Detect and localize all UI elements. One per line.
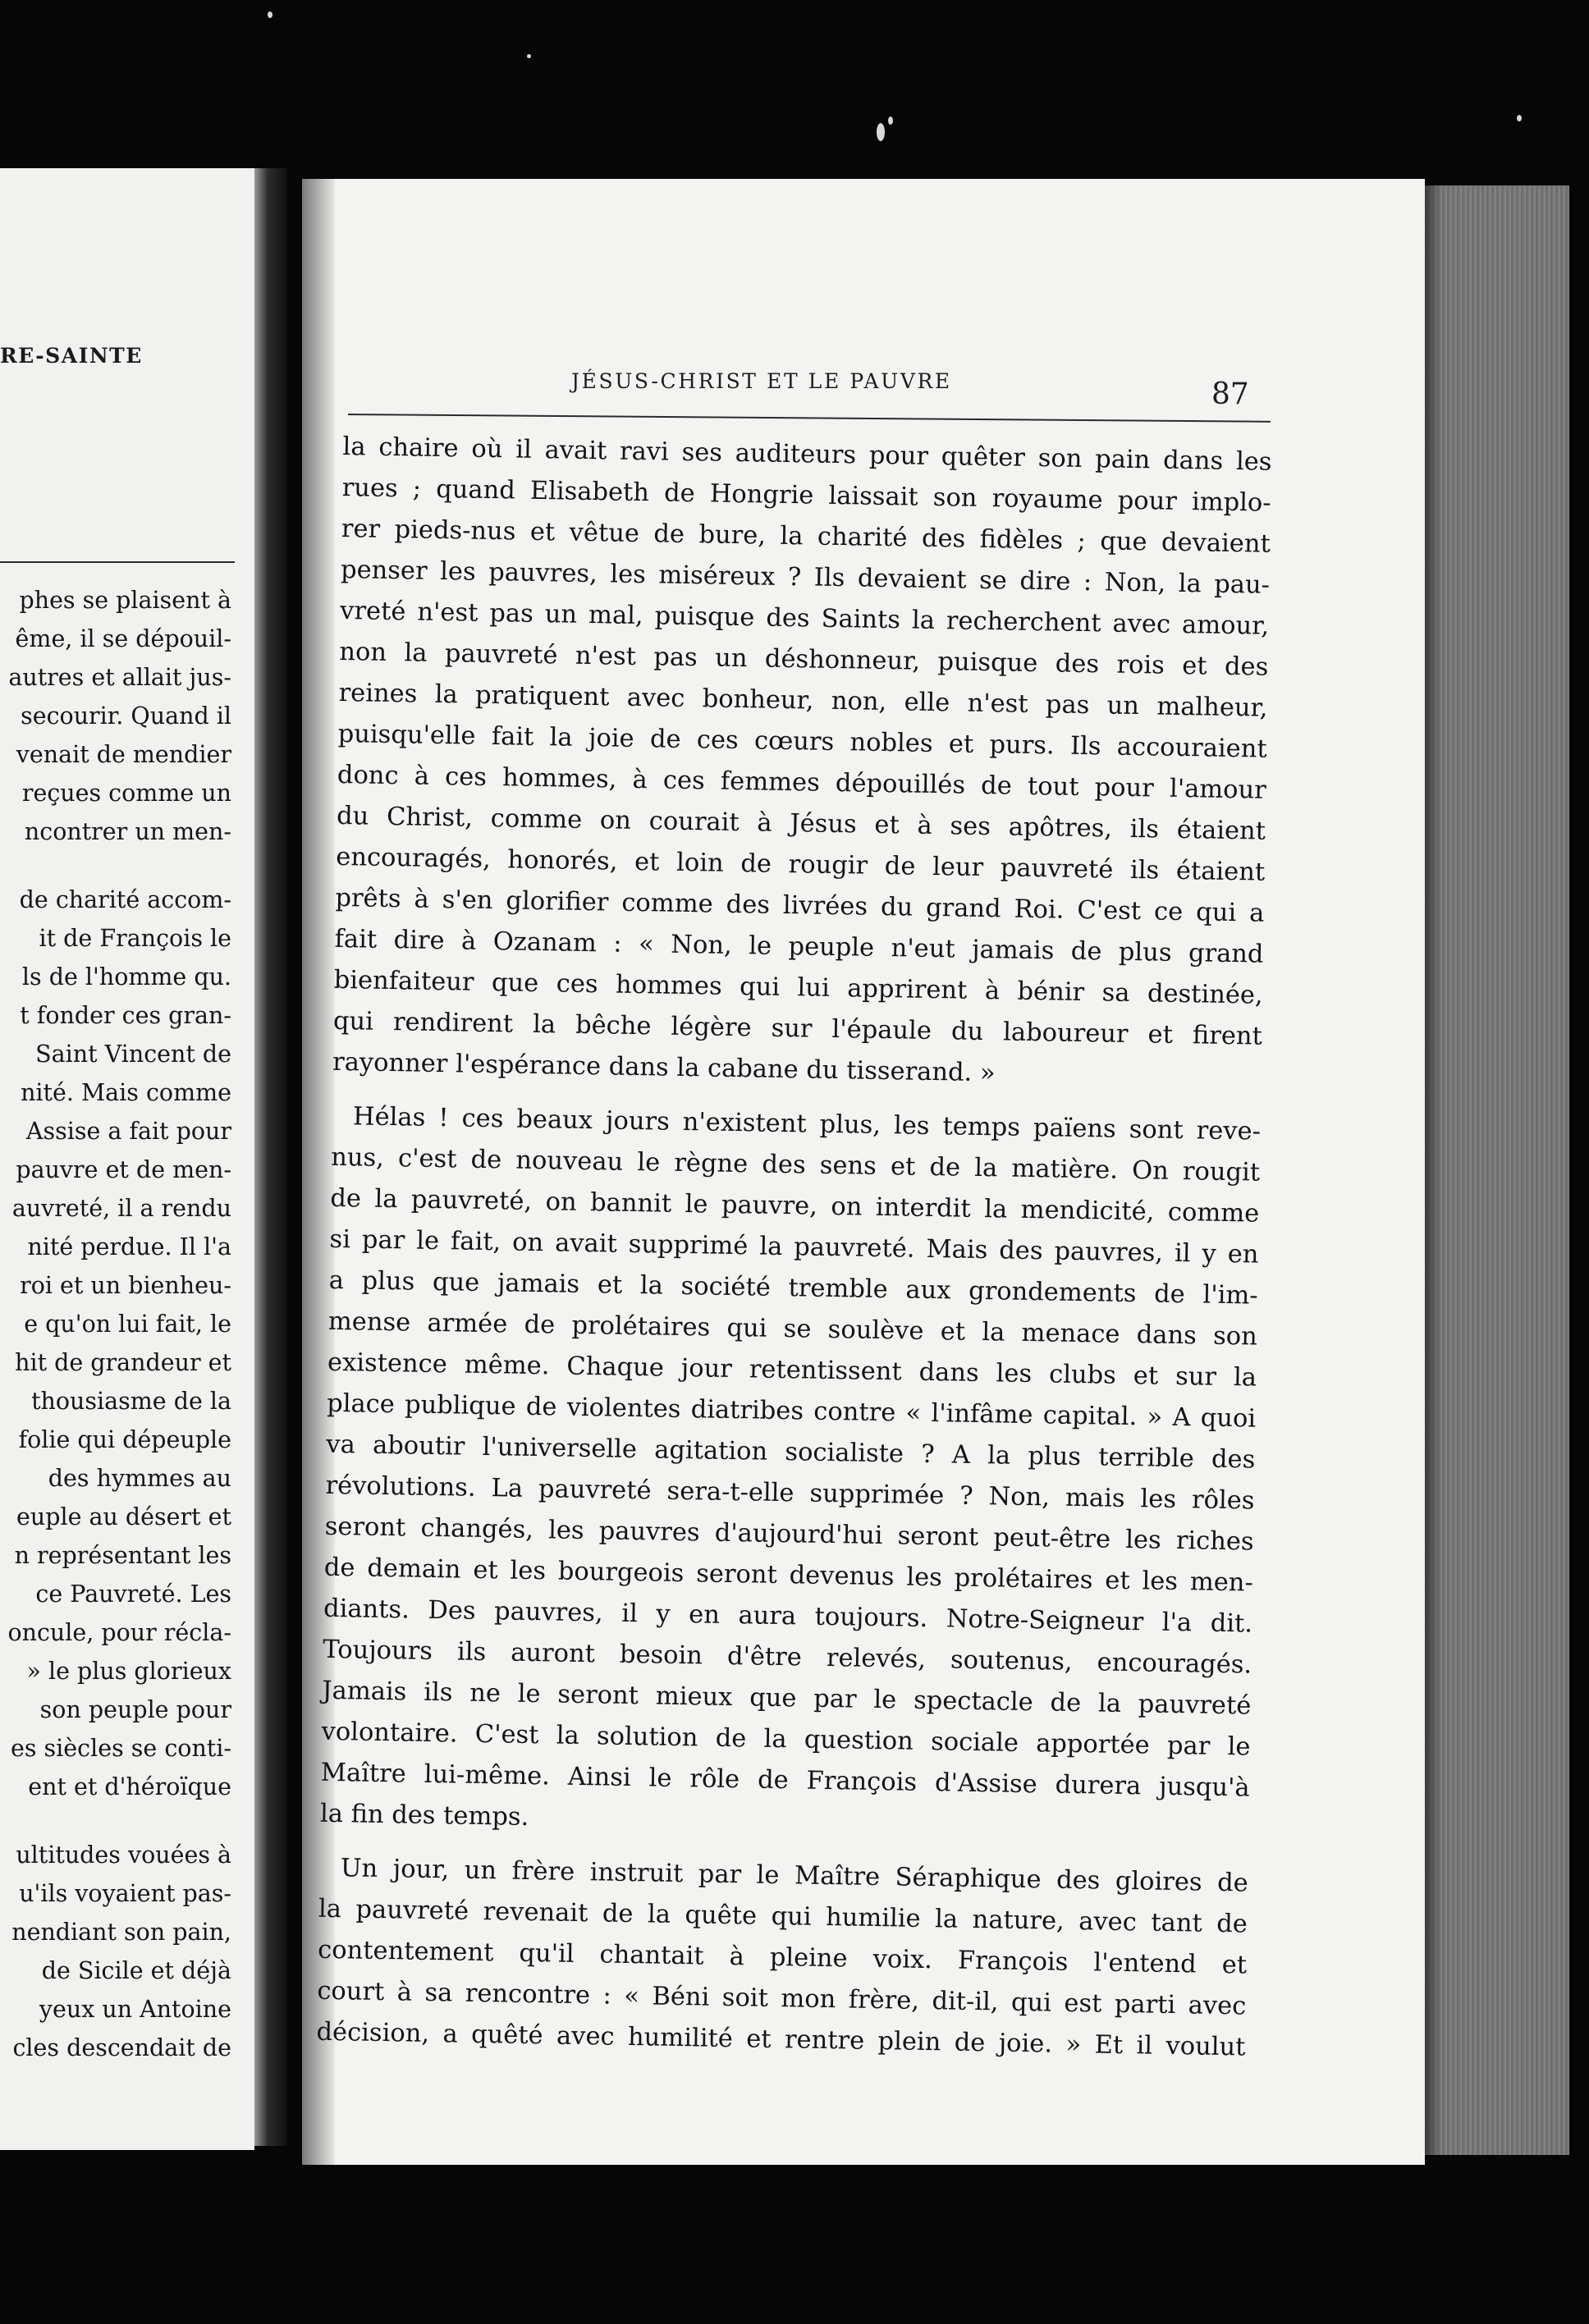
left-text-line: pauvre et de men- [16,1156,231,1183]
right-page [302,179,1425,2165]
text-line: vreté n'est pas un mal, puisque des Saints la recherchent avec amour, [339,596,1270,641]
left-text-line: e qu'on lui fait, le [24,1311,231,1338]
dust-speck [1517,115,1522,121]
left-text-line: it de François le [39,925,231,952]
text-line: contentement qu'il chantait à pleine voix. François l'entend et [317,1935,1248,1980]
left-text-line: ême, il se dépouil- [15,625,231,652]
text-line: court à sa rencontre : « Béni soit mon frère, dit-il, qui est parti avec [317,1976,1247,2021]
dust-speck [888,117,893,125]
text-line: si par le fait, on avait supprimé la pauvreté. Mais des pauvres, il y en [329,1224,1259,1270]
text-line: la pauvreté revenait de la quête qui humilie la nature, avec tant de [318,1894,1248,1939]
text-line: de demain et les bourgeois seront devenus les prolétaires et les men- [323,1553,1254,1598]
text-line: a plus que jamais et la société tremble aux grondements de l'im- [328,1265,1258,1311]
text-line: nus, c'est de nouveau le règne des sens et de la matière. On rougit [330,1142,1261,1187]
text-line: la chaire où il avait ravi ses auditeurs pour quêter son pain dans les [342,432,1272,477]
text-line: du Christ, comme on courait à Jésus et à ses apôtres, ils étaient [336,801,1266,846]
left-text-line: hit de grandeur et [15,1349,231,1376]
left-text-line: » le plus glorieux [26,1658,231,1685]
left-text-line: nendiant son pain, [11,1919,231,1946]
paragraph [332,427,1272,1099]
left-text-line: venait de mendier [16,741,231,768]
text-line: penser les pauvres, les miséreux ? Ils devaient se dire : Non, la pau- [340,555,1271,600]
left-text-line: phes se plaisent à [19,587,231,614]
text-line: place publique de violentes diatribes contre « l'infâme capital. » A quoi [326,1388,1257,1434]
left-text-line: folie qui dépeuple [18,1426,231,1453]
left-text-line: nité. Mais comme [21,1079,231,1106]
page-block-edge [1425,185,1569,2155]
text-line: fait dire à Ozanam : « Non, le peuple n'eut jamais de plus grand [334,924,1264,969]
dust-speck [527,54,531,58]
left-text-line: auvreté, il a rendu [11,1195,231,1222]
paragraph [320,1096,1262,1851]
text-line: décision, a quêté avec humilité et rentre plein de joie. » Et il voulut [316,2017,1246,2062]
left-text-line: autres et allait jus- [8,664,231,691]
left-text-line: Assise a fait pour [25,1118,231,1145]
text-line: donc à ces hommes, à ces femmes dépouillés de tout pour l'amour [337,760,1267,805]
left-running-head: RE-SAINTE [0,344,143,368]
left-text-line: ls de l'homme qu. [21,963,231,990]
text-line: va aboutir l'universelle agitation socialiste ? A la plus terrible des [326,1430,1256,1475]
text-line: rer pieds-nus et vêtue de bure, la charité des fidèles ; que devaient [341,514,1271,559]
text-line: révolutions. La pauvreté sera-t-elle supprimée ? Non, mais les rôles [325,1471,1255,1516]
page-number: 87 [1211,377,1249,411]
left-text-line: ent et d'héroïque [28,1773,231,1800]
text-line: prêts à s'en glorifier comme des livrées du grand Roi. C'est ce qui a [335,883,1265,928]
text-line: volontaire. C'est la solution de la question sociale apportée par le [321,1717,1251,1762]
text-line: qui rendirent la bêche légère sur l'épaule du laboureur et firent [332,1006,1263,1051]
paragraph-gap [0,851,231,881]
text-line: mense armée de prolétaires qui se soulève et la menace dans son [327,1306,1258,1352]
text-line: encouragés, honorés, et loin de rougir de leur pauvreté ils étaient [336,842,1266,887]
left-text-line: de Sicile et déjà [41,1957,231,1984]
left-text-line: thousiasme de la [31,1388,231,1415]
left-text-line: ce Pauvreté. Les [35,1581,231,1608]
body-text [316,427,1272,2068]
left-text-line: ncontrer un men- [24,818,231,845]
left-text-line: reçues comme un [21,780,231,807]
left-text-line: yeux un Antoine [39,1996,231,2023]
text-line: de la pauvreté, on bannit le pauvre, on interdit la mendicité, comme [330,1183,1260,1228]
dust-speck [268,11,272,18]
dust-speck [877,123,885,141]
paragraph-gap [0,1806,231,1836]
text-line: diants. Des pauvres, il y en aura toujours. Notre-Seigneur l'a dit. [323,1594,1253,1639]
text-line: la fin des temps. [319,1799,529,1832]
page-edge-shadow [1425,185,1441,2155]
left-page-text [0,581,231,2067]
left-text-line: t fonder ces gran- [20,1002,231,1029]
text-line: bienfaiteur que ces hommes qui lui apprirent à bénir sa destinée, [333,965,1263,1010]
left-text-line: oncule, pour récla- [7,1619,231,1646]
left-text-line: u'ils voyaient pas- [19,1880,231,1907]
text-line: Un jour, un frère instruit par le Maître Séraphique des gloires de [340,1854,1249,1898]
left-text-line: Saint Vincent de [35,1041,231,1068]
left-text-line: ultitudes vouées à [16,1841,231,1869]
text-line: seront changés, les pauvres d'aujourd'hui seront peut-être les riches [324,1512,1254,1557]
left-page [0,168,254,2150]
paragraph [316,1848,1248,2069]
text-line: Hélas ! ces beaux jours n'existent plus, les temps païens sont reve- [352,1102,1262,1146]
running-head: JÉSUS-CHRIST ET LE PAUVRE [571,369,952,393]
header-rule [348,414,1271,423]
text-line: rayonner l'espérance dans la cabane du tisserand. » [332,1047,996,1088]
text-line: Jamais ils ne le seront mieux que par le spectacle de la pauvreté [322,1676,1252,1721]
left-text-line: euple au désert et [16,1503,231,1530]
text-line: puisqu'elle fait la joie de ces cœurs nobles et purs. Ils accouraient [337,719,1267,764]
left-text-line: secourir. Quand il [21,702,231,730]
left-text-line: es siècles se conti- [10,1735,231,1762]
left-text-line: des hymmes au [48,1465,231,1492]
left-text-line: nité perdue. Il l'a [27,1233,231,1260]
left-text-line: de charité accom- [19,886,231,913]
text-line: rues ; quand Elisabeth de Hongrie laissait son royaume pour implo- [341,473,1271,518]
text-line: existence même. Chaque jour retentissent dans les clubs et sur la [327,1347,1257,1393]
left-text-line: cles descendait de [12,2034,231,2061]
text-line: Toujours ils auront besoin d'être relevés, soutenus, encouragés. [322,1635,1252,1680]
book-gutter [254,168,287,2146]
left-text-line: son peuple pour [39,1696,231,1723]
left-text-line: roi et un bienheu- [20,1272,231,1299]
left-header-rule [0,561,235,563]
text-line: reines la pratiquent avec bonheur, non, elle n'est pas un malheur, [338,678,1268,723]
text-line: non la pauvreté n'est pas un déshonneur, puisque des rois et des [339,637,1269,682]
left-text-line: n représentant les [14,1542,231,1569]
text-line: Maître lui-même. Ainsi le rôle de François d'Assise durera jusqu'à [320,1758,1250,1803]
